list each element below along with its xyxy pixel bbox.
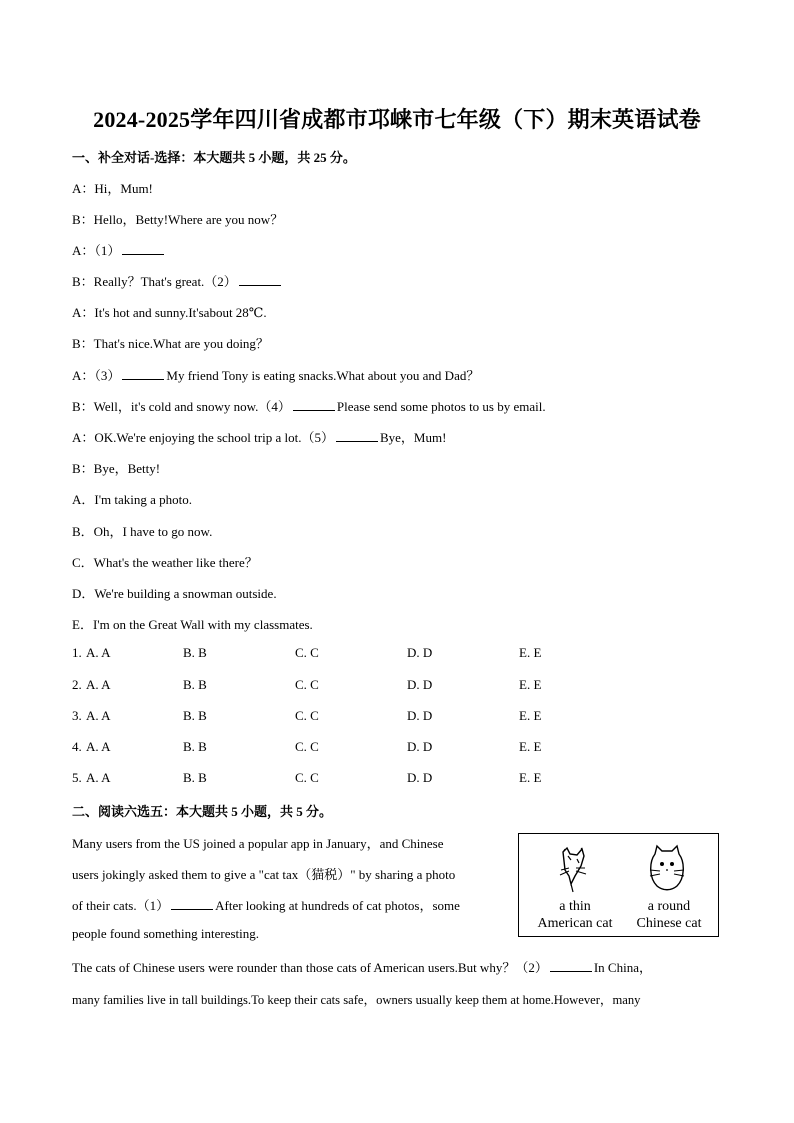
option-b[interactable]: B. B	[183, 708, 207, 723]
answer-blank[interactable]	[336, 431, 378, 442]
section-2-heading: 二、阅读六选五：本大题共 5 小题，共 5 分。	[72, 804, 333, 819]
option-d[interactable]: D. D	[407, 739, 433, 754]
answer-blank[interactable]	[122, 369, 164, 380]
option-c[interactable]: C. C	[295, 645, 319, 660]
option-d[interactable]: D. D	[407, 645, 433, 660]
cat-figure	[518, 833, 719, 937]
section-1-heading: 一、补全对话-选择：本大题共 5 小题，共 25 分。	[72, 150, 356, 165]
answer-blank[interactable]	[122, 244, 164, 255]
option-d[interactable]: D. D	[407, 708, 433, 723]
dialog-line: B：Really？That's great.（2）	[72, 271, 283, 290]
option-a[interactable]: A. A	[86, 770, 111, 785]
question-number: 1.	[72, 645, 82, 660]
option-b[interactable]: B. B	[183, 645, 207, 660]
answer-row	[72, 770, 592, 786]
dialog-line: A：（1）	[72, 240, 166, 259]
answer-blank[interactable]	[171, 899, 213, 910]
passage-line: users jokingly asked them to give a "cat tax（猫税）" by sharing a photo	[72, 867, 456, 882]
option-e[interactable]: E. E	[519, 645, 542, 660]
answer-blank[interactable]	[550, 961, 592, 972]
answer-row	[72, 739, 592, 755]
dialog-line: A：Hi，Mum!	[72, 181, 153, 196]
option-c[interactable]: C. C	[295, 770, 319, 785]
passage-line: The cats of Chinese users were rounder than those cats of American users.But why？（2） In China，	[72, 960, 652, 975]
option-b[interactable]: B. B	[183, 677, 207, 692]
choice-item: D．We're building a snowman outside.	[72, 586, 277, 601]
dialog-line: A：OK.We're enjoying the school trip a lot.（5） Bye，Mum!	[72, 430, 447, 445]
answer-blank[interactable]	[293, 400, 335, 411]
option-a[interactable]: A. A	[86, 739, 111, 754]
question-number: 2.	[72, 677, 82, 692]
option-e[interactable]: E. E	[519, 708, 542, 723]
dialog-line: A：It's hot and sunny.It'sabout 28℃.	[72, 305, 267, 320]
option-e[interactable]: E. E	[519, 677, 542, 692]
option-b[interactable]: B. B	[183, 739, 207, 754]
dialog-line: B：Hello，Betty!Where are you now？	[72, 212, 284, 227]
option-e[interactable]: E. E	[519, 770, 542, 785]
question-number: 3.	[72, 708, 82, 723]
choice-item: C．What's the weather like there？	[72, 555, 258, 570]
question-number: 5.	[72, 770, 82, 785]
thin-cat-caption: a thin American cat	[537, 899, 613, 931]
option-e[interactable]: E. E	[519, 739, 542, 754]
answer-row	[72, 708, 592, 724]
dialog-line: A：（3） My friend Tony is eating snacks.What about you and Dad？	[72, 368, 480, 383]
dialog-line: B：That's nice.What are you doing？	[72, 336, 269, 351]
option-a[interactable]: A. A	[86, 708, 111, 723]
page-title: 2024-2025学年四川省成都市邛崃市七年级（下）期末英语试卷	[93, 107, 701, 132]
passage-line: Many users from the US joined a popular app in January，and Chinese	[72, 836, 444, 851]
choice-item: B．Oh，I have to go now.	[72, 524, 213, 539]
answer-blank[interactable]	[239, 275, 281, 286]
question-number: 4.	[72, 739, 82, 754]
thin-cat-icon	[557, 846, 591, 896]
option-c[interactable]: C. C	[295, 677, 319, 692]
option-d[interactable]: D. D	[407, 770, 433, 785]
answer-row	[72, 645, 592, 661]
option-c[interactable]: C. C	[295, 708, 319, 723]
passage-line: many families live in tall buildings.To keep their cats safe，owners usually keep them at home.However，many	[72, 993, 641, 1007]
choice-item: E．I'm on the Great Wall with my classmates.	[72, 617, 313, 632]
option-c[interactable]: C. C	[295, 739, 319, 754]
dialog-line: B：Bye，Betty!	[72, 461, 161, 476]
passage-line: people found something interesting.	[72, 926, 260, 941]
answer-row	[72, 677, 592, 693]
passage-line: of their cats.（1） After looking at hundreds of cat photos，some	[72, 898, 460, 913]
round-cat-icon	[647, 844, 687, 894]
round-cat-caption: a round Chinese cat	[636, 899, 702, 931]
option-a[interactable]: A. A	[86, 677, 111, 692]
option-d[interactable]: D. D	[407, 677, 433, 692]
option-a[interactable]: A. A	[86, 645, 111, 660]
option-b[interactable]: B. B	[183, 770, 207, 785]
dialog-line: B：Well，it's cold and snowy now.（4） Please send some photos to us by email.	[72, 399, 546, 414]
choice-item: A．I'm taking a photo.	[72, 492, 193, 507]
